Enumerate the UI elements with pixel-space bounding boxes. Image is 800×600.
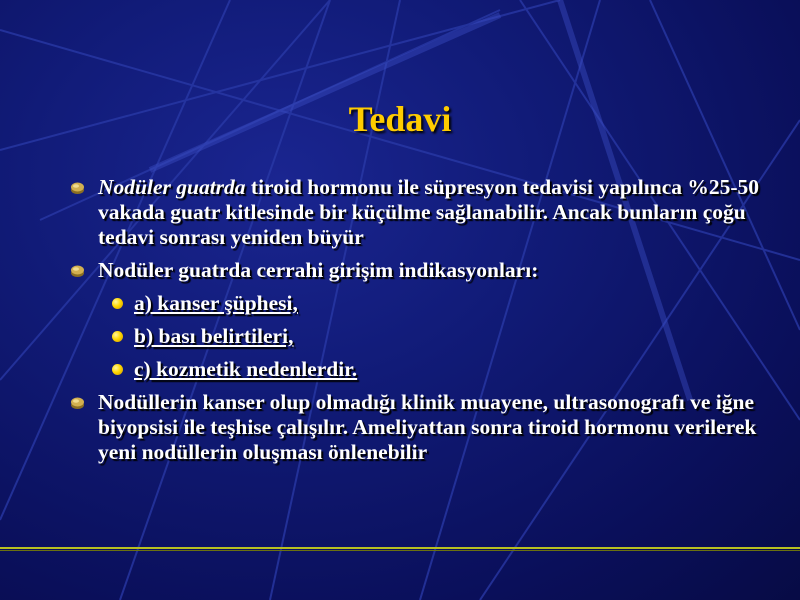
sub-bullet-b-text: b) bası belirtileri, xyxy=(134,324,294,348)
bullet-2-text: Nodüler guatrda cerrahi girişim indikasyonları: xyxy=(98,258,539,282)
sub-bullet-dot-icon xyxy=(112,331,123,342)
sub-bullet-item-b xyxy=(70,324,770,349)
bullet-3-text: Nodüllerin kanser olup olmadığı klinik muayene, ultrasonografı ve iğne biyopsisi ile teşhise çalışılır. Ameliyattan sonra tiroid hormonu verilerek yeni nodüllerin oluşması önlenebilir xyxy=(98,390,757,464)
slide-title: Tedavi xyxy=(348,99,452,139)
bullet-icon xyxy=(70,181,85,195)
slide-body xyxy=(70,175,770,473)
sub-bullet-item-c xyxy=(70,357,770,382)
sub-bullet-c-text: c) kozmetik nedenlerdir. xyxy=(134,357,358,381)
sub-bullet-dot-icon xyxy=(112,364,123,375)
bullet-item-3 xyxy=(70,390,770,465)
bullet-icon xyxy=(70,396,85,410)
footer-divider-shadow xyxy=(0,550,800,551)
bullet-1-italic-lead: Nodüler guatrda xyxy=(98,175,246,199)
sub-bullet-a-text: a) kanser şüphesi, xyxy=(134,291,298,315)
sub-bullet-dot-icon xyxy=(112,298,123,309)
bullet-item-1 xyxy=(70,175,770,250)
sub-bullet-item-a xyxy=(70,291,770,316)
bullet-item-2 xyxy=(70,258,770,283)
footer-divider xyxy=(0,547,800,549)
bullet-1-text: tiroid hormonu ile süpresyon tedavisi yapılınca %25-50 vakada guatr kitlesinde bir küçülme sağlanabilir. Ancak bunların çoğu tedavi sonrası yeniden büyür xyxy=(98,175,760,249)
bullet-icon xyxy=(70,264,85,278)
